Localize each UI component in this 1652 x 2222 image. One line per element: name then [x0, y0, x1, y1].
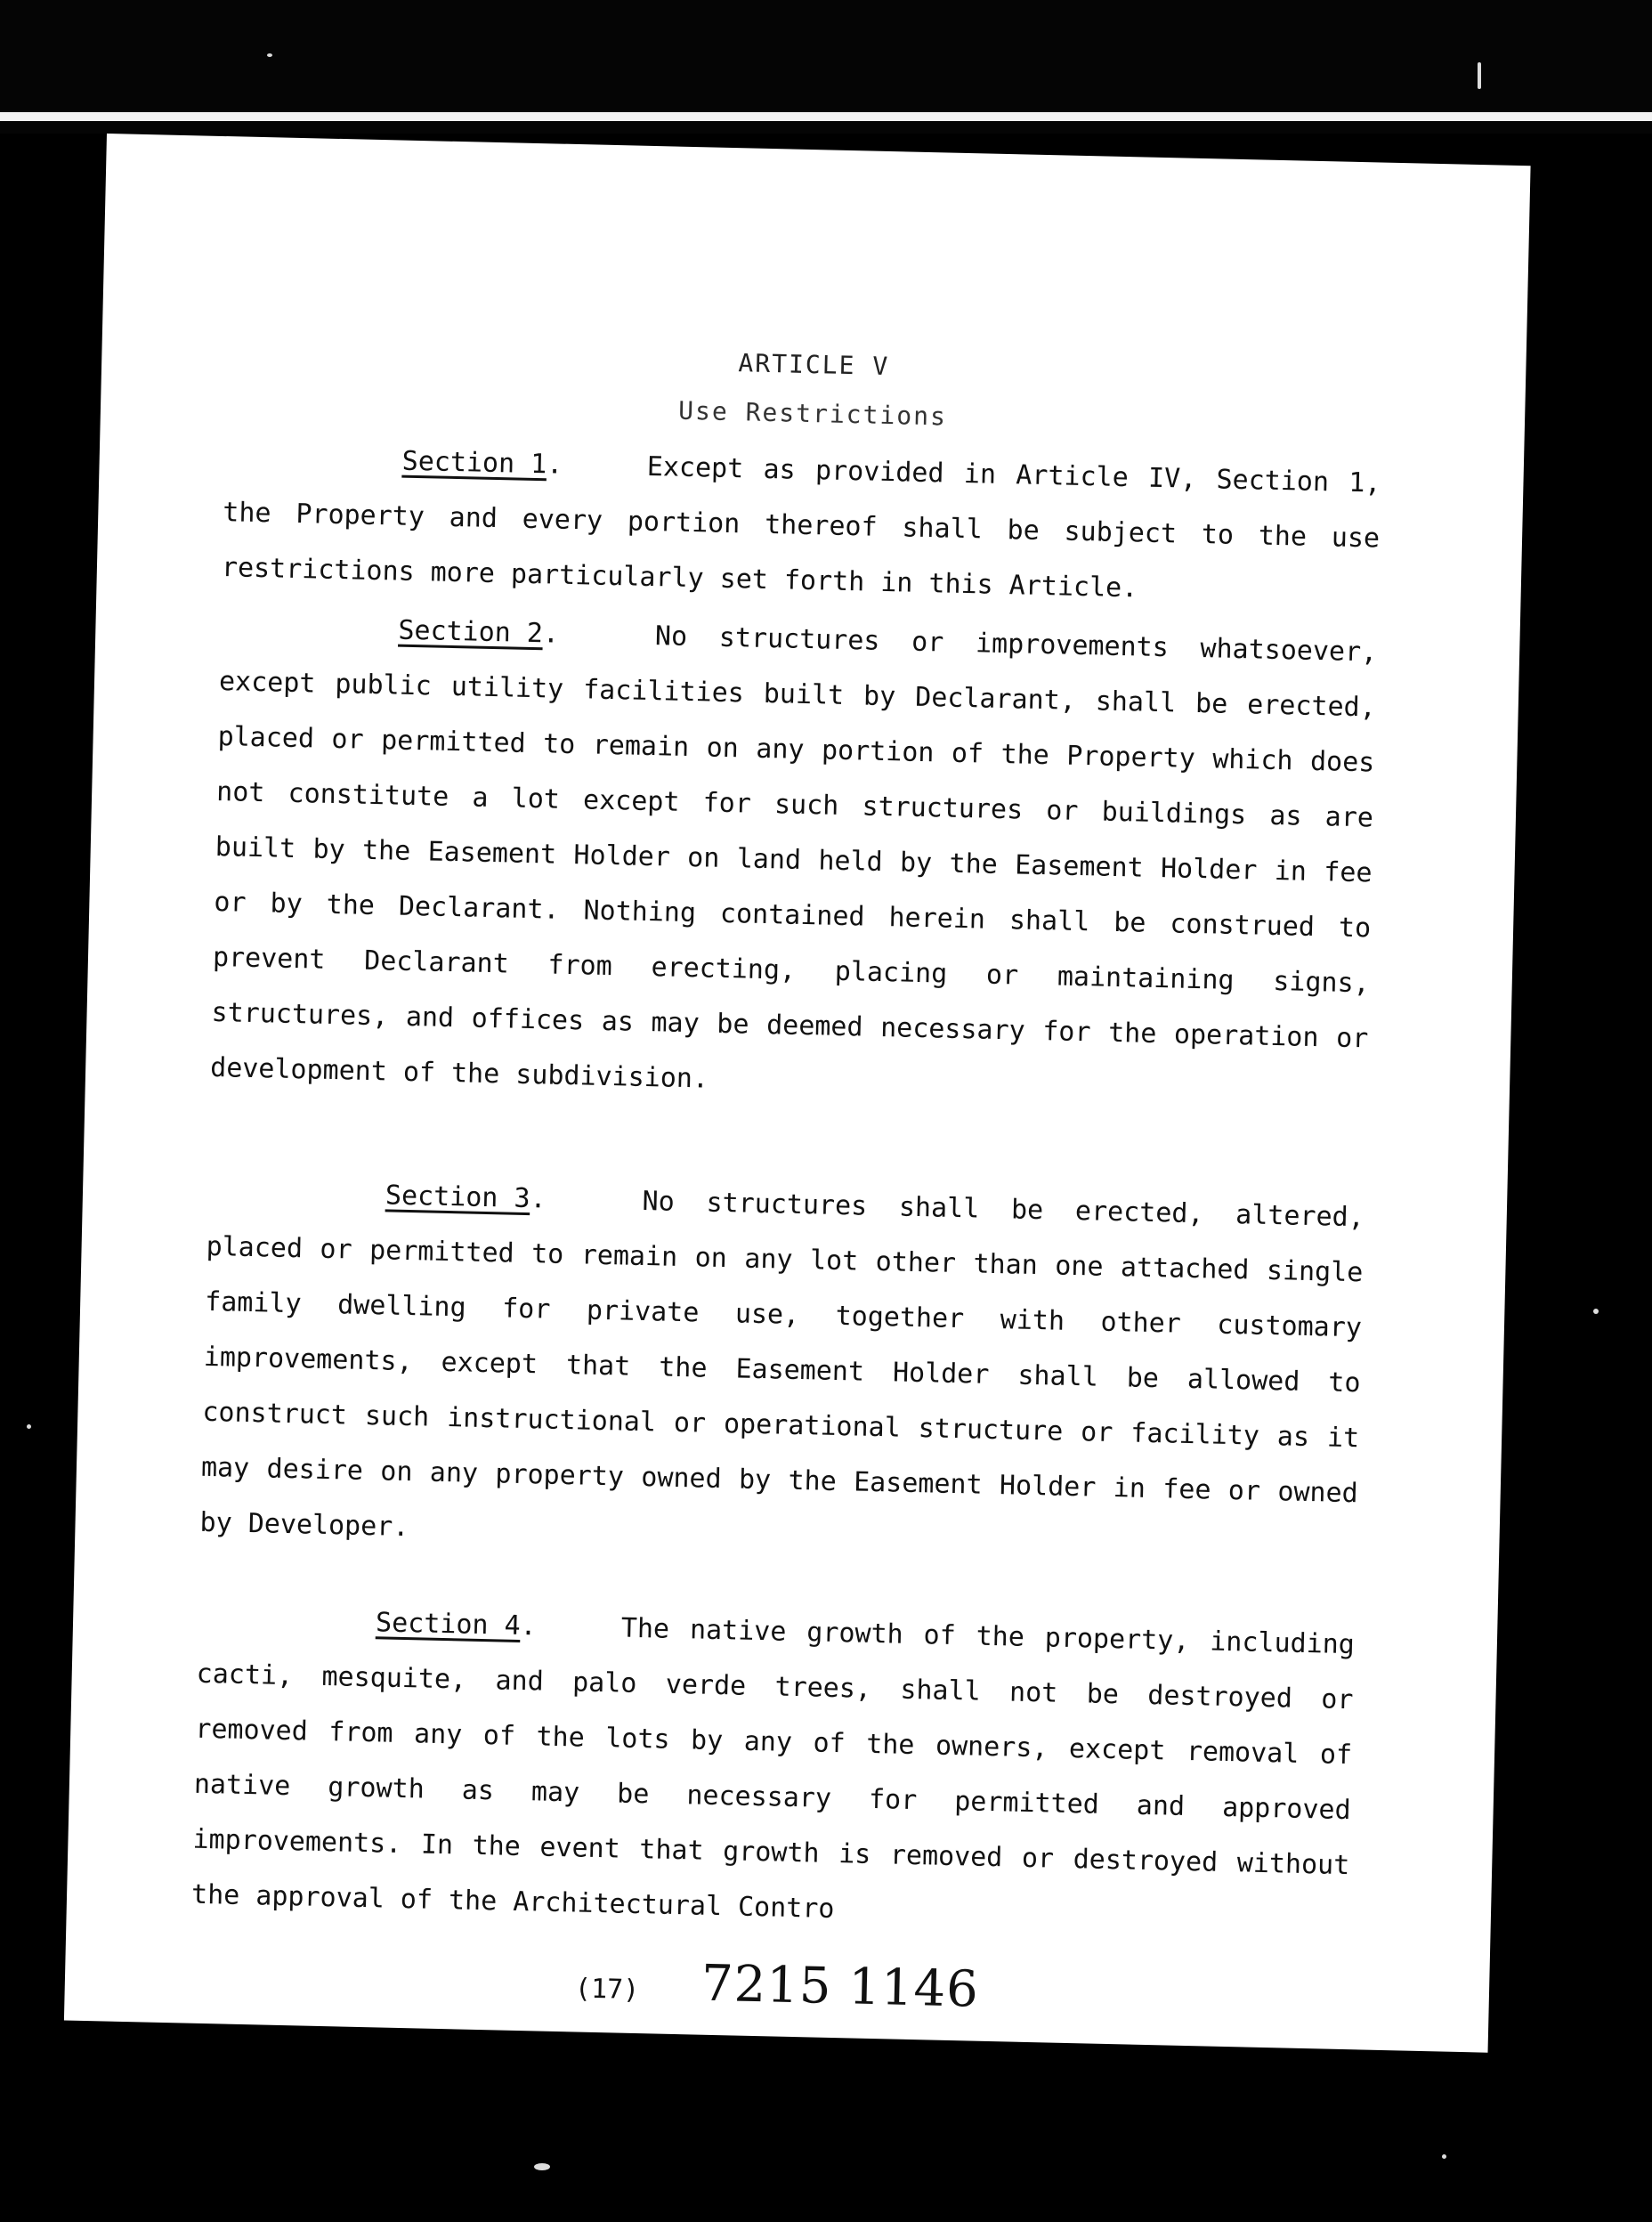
section-2-paragraph	[210, 599, 1378, 1122]
section-1-label: Section 1	[401, 445, 547, 481]
scan-speck	[267, 53, 272, 57]
section-3-paragraph	[199, 1164, 1365, 1577]
section-3-heading: Section 3.	[385, 1180, 611, 1217]
section-2-label: Section 2	[398, 614, 544, 650]
scan-speck	[1478, 62, 1481, 89]
scan-edge-line	[0, 112, 1652, 121]
scan-speck	[1593, 1309, 1599, 1314]
scan-speck	[534, 2163, 550, 2170]
section-4-text: The native growth of the property, including cacti, mesquite, and palo verde trees, shall not be destroyed or removed from any of the lots by any of the owners, except removal of native growth as may be necessary for permitted and approved improvements. In the event that growth is removed or destroyed without the approval of the Architectural Contro	[190, 1612, 1356, 1926]
section-1-heading: Section 1.	[401, 445, 628, 483]
section-4-label: Section 4	[375, 1607, 522, 1642]
section-4-heading: Section 4.	[375, 1607, 602, 1644]
section-4-paragraph	[190, 1592, 1355, 1949]
scan-speck	[27, 1424, 31, 1429]
section-3	[199, 1164, 1365, 1577]
section-2-heading: Section 2.	[398, 614, 624, 652]
section-1-paragraph	[221, 430, 1381, 621]
section-3-text: No structures shall be erected, altered, placed or permitted to remain on any lot other than one attached single family dwelling for private use, together with other customary improvements, except that the Easement Holder shall be allowed to construct such instructional or operational structure or facility as it may desire on any property owned by the Easement Holder in fee or owned by Developer.	[199, 1185, 1365, 1544]
section-1-text: Except as provided in Article IV, Section 1, the Property and every portion thereof shall be subject to the use restrictions more particularly set forth in this Article.	[221, 450, 1381, 604]
section-2	[210, 599, 1378, 1122]
scan-speck	[1442, 2154, 1446, 2159]
section-1	[221, 430, 1381, 621]
article-subtitle: Use Restrictions	[677, 395, 948, 432]
section-3-label: Section 3	[385, 1180, 530, 1215]
section-4	[190, 1592, 1355, 1949]
recording-stamp: 7215 1146	[700, 1954, 980, 2019]
document-page	[64, 134, 1531, 2053]
section-2-text: No structures or improvements whatsoever, except public utility facilities built by Declarant, shall be erected, placed or permitted to remain on any portion of the Property which does not constitute a lot except for such structures or buildings as are built by the Easement Holder on land held by the Easement Holder in fee or by the Declarant. Nothing contained herein shall be construed to prevent Declarant from erecting, placing or maintaining signs, structures, and offices as may be deemed necessary for the operation or development of the subdivision.	[209, 620, 1378, 1095]
page-footer	[64, 1940, 1489, 2030]
article-title: ARTICLE V	[738, 348, 890, 382]
page-number: (17)	[574, 1973, 640, 2007]
